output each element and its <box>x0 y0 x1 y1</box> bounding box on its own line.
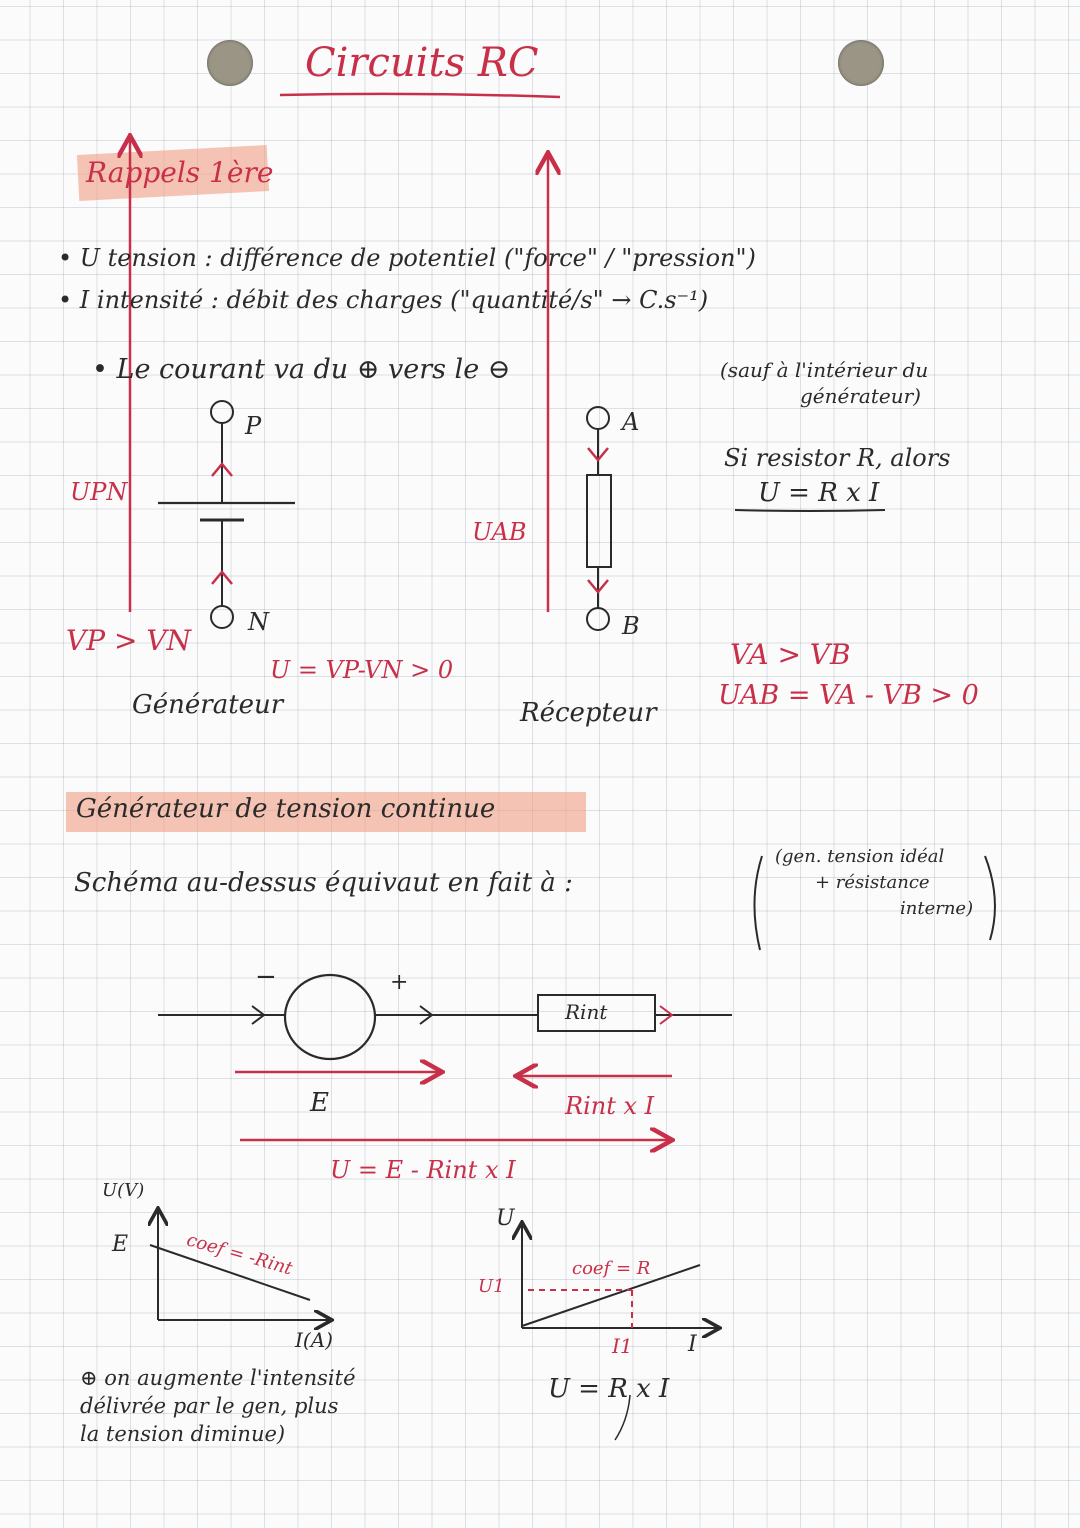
section2-note-3: interne) <box>900 898 974 919</box>
resistor-note: Si resistor R, alors <box>724 444 951 472</box>
page-title: Circuits RC <box>305 40 539 86</box>
graph1-y-mark: E <box>112 1232 129 1257</box>
graph2-x-axis-label: I <box>688 1332 697 1357</box>
receiver-voltage-label: UAB <box>472 518 527 546</box>
section2-intro: Schéma au-dessus équivaut en fait à : <box>74 868 573 898</box>
generator-relation: VP > VN <box>66 624 192 657</box>
graph2-x-mark: I1 <box>612 1334 633 1358</box>
terminal-voltage-eq: U = E - Rint x I <box>330 1156 516 1184</box>
graph2-law: U = R x I <box>548 1374 670 1404</box>
receiver-caption: Récepteur <box>520 698 657 728</box>
section-heading-generateur: Générateur de tension continue <box>76 794 496 824</box>
resistor-law: U = R x I <box>758 478 880 508</box>
source-plus-label: + <box>390 970 409 995</box>
generator-voltage-eq: U = VP-VN > 0 <box>270 656 454 684</box>
generator-caption: Générateur <box>132 690 284 720</box>
current-rule: • Le courant va du ⊕ vers le ⊖ <box>92 354 511 385</box>
section-heading-rappels: Rappels 1ère <box>86 156 274 189</box>
generator-top-label: P <box>245 412 262 440</box>
receiver-bottom-label: B <box>622 612 640 640</box>
graph1-y-axis-label: U(V) <box>102 1180 145 1201</box>
graph1-x-axis-label: I(A) <box>295 1328 333 1352</box>
emf-label: E <box>310 1088 329 1118</box>
generator-bottom-label: N <box>248 608 269 636</box>
generator-voltage-label: UPN <box>70 478 128 506</box>
bullet-tension: • U tension : différence de potentiel ("force" / "pression") <box>58 244 756 272</box>
bottom-note-2: délivrée par le gen, plus <box>80 1394 339 1418</box>
section2-note-2: + résistance <box>815 872 930 893</box>
receiver-voltage-eq: UAB = VA - VB > 0 <box>718 680 979 711</box>
source-minus-label: − <box>255 962 277 992</box>
internal-resistor-label: Rint <box>565 1000 608 1024</box>
receiver-relation: VA > VB <box>730 638 851 671</box>
graph2-y-axis-label: U <box>496 1206 515 1231</box>
internal-drop-label: Rint x I <box>565 1092 655 1120</box>
graph1-slope-label: coef = -Rint <box>184 1229 295 1280</box>
bullet-intensite: • I intensité : débit des charges ("quantité/s" → C.s⁻¹) <box>58 286 709 314</box>
receiver-top-label: A <box>622 408 640 436</box>
graph2-slope-label: coef = R <box>572 1258 651 1279</box>
current-rule-note-2: générateur) <box>800 384 921 408</box>
section2-note-1: (gen. tension idéal <box>775 846 945 867</box>
bottom-note-3: la tension diminue) <box>80 1422 286 1446</box>
graph2-y-mark: U1 <box>478 1276 505 1297</box>
bottom-note-1: ⊕ on augmente l'intensité <box>80 1366 356 1390</box>
current-rule-note-1: (sauf à l'intérieur du <box>720 358 929 382</box>
